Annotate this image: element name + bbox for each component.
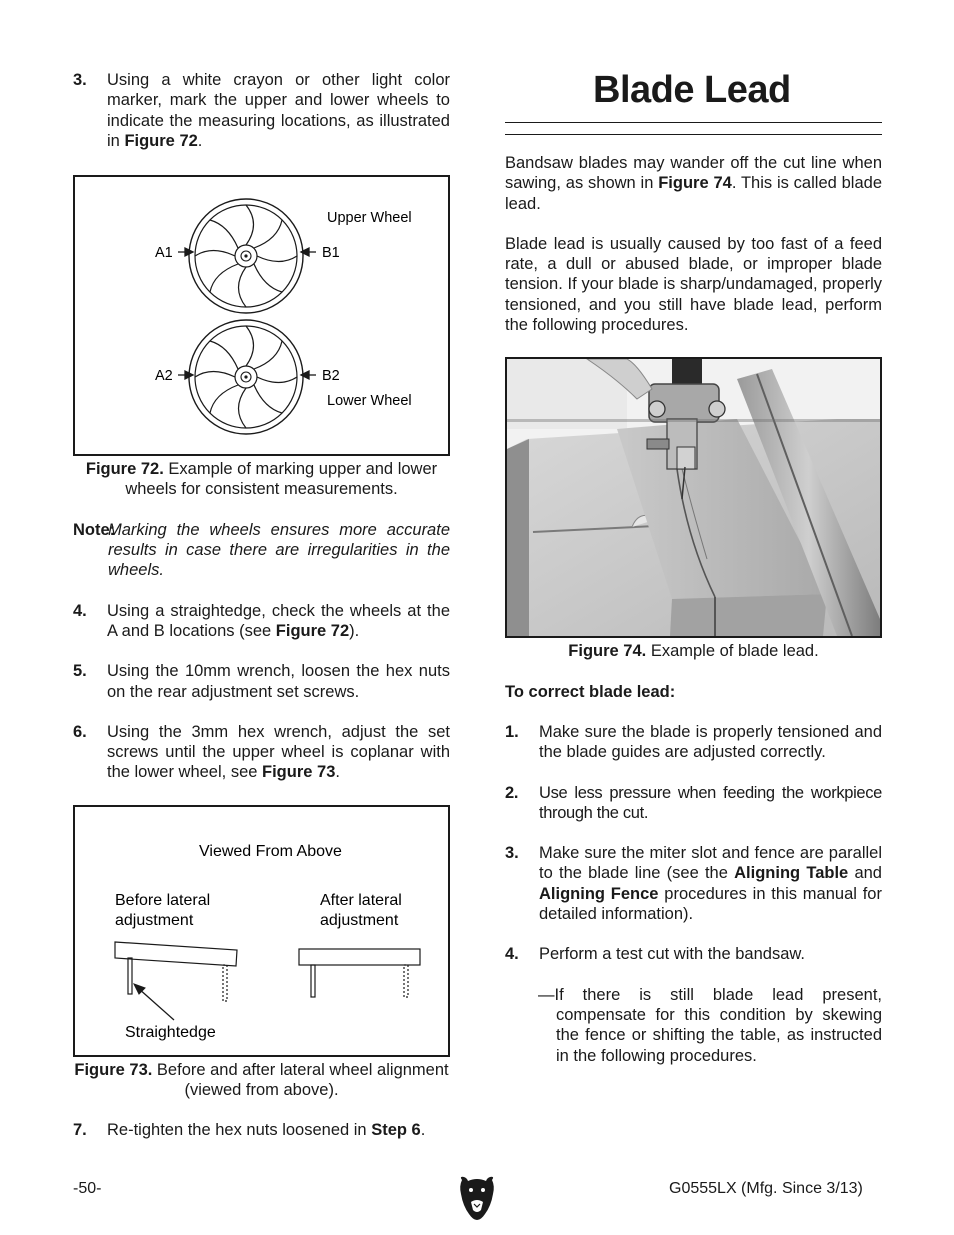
page-title: Blade Lead <box>593 69 791 111</box>
page-number: -50- <box>73 1180 102 1197</box>
label-b2: B2 <box>322 368 340 385</box>
model-number: G0555LX (Mfg. Since 3/13) <box>669 1180 863 1197</box>
correction-step-4 <box>505 944 882 964</box>
step-3 <box>73 70 450 151</box>
label-a2: A2 <box>155 368 173 385</box>
step-end: . <box>420 1121 426 1140</box>
step-text-end: procedures in this manual for detailed information). <box>539 884 882 924</box>
upper-wheel-label: Upper Wheel <box>327 210 412 227</box>
left-column <box>73 70 450 1141</box>
note <box>73 520 450 581</box>
aligning-table-ref: Aligning Table <box>734 864 849 883</box>
step-6 <box>73 722 450 783</box>
step-text: Make sure the miter slot and fence are parallel to the blade line (see the <box>539 844 882 883</box>
figure-ref: Figure 73 <box>262 763 336 782</box>
figure-ref: Figure 74 <box>658 174 732 193</box>
step-end: . <box>197 131 203 150</box>
after-wheels-icon <box>299 949 420 997</box>
viewed-from-above-label: Viewed From Above <box>199 842 342 860</box>
step-end: ). <box>349 621 360 640</box>
step-number: 4. <box>505 945 519 964</box>
figure-ref: Figure 72 <box>275 621 350 640</box>
note-text: Marking the wheels ensures more accurate results in case there are irregularities in the wheels. <box>108 520 450 580</box>
step-text: Perform a test cut with the bandsaw. <box>539 945 805 964</box>
caption-text: Before and after lateral wheel alignment (viewed from above). <box>152 1060 449 1100</box>
step-text: Using the 10mm wrench, loosen the hex nuts on the rear adjustment set screws. <box>107 662 450 701</box>
note-label: Note: <box>73 520 116 539</box>
para-text: Bandsaw blades may wander off the cut line when sawing, as shown in <box>505 154 882 193</box>
step-ref: Step 6 <box>371 1121 421 1140</box>
intro-paragraph <box>505 153 882 214</box>
step-text-mid: and <box>848 864 882 883</box>
step-number: 3. <box>73 71 87 89</box>
step-number: 3. <box>505 844 519 863</box>
after-label-line1: After lateral <box>320 891 402 909</box>
caption-text: Example of marking upper and lower wheels for consistent measurements. <box>125 460 438 499</box>
step-number: 5. <box>73 662 87 681</box>
figure-72-box <box>73 175 450 456</box>
step-4 <box>73 601 450 642</box>
step-5 <box>73 661 450 702</box>
caption-text: Example of blade lead. <box>646 642 819 661</box>
step-number: 2. <box>505 783 519 802</box>
lower-wheel-icon <box>189 320 303 434</box>
step-number: 4. <box>73 601 87 620</box>
caption-label: Figure 74. <box>568 642 647 661</box>
after-label-line2: adjustment <box>320 911 399 929</box>
before-label-line1: Before lateral <box>115 891 211 909</box>
step-text: Using a white crayon or other light color marker, mark the upper and lower wheels to indicate the measuring locations, as illustrated in <box>107 71 450 150</box>
step-text: Using a straightedge, check the wheels at the A and B locations (see <box>107 601 450 640</box>
figure-72-caption <box>73 459 450 500</box>
para-end: . This is called blade lead. <box>505 174 882 213</box>
before-wheels-icon <box>115 942 237 1001</box>
step-number: 1. <box>505 722 519 741</box>
upper-wheel-icon <box>189 199 303 313</box>
correction-step-1 <box>505 722 882 763</box>
step-text: Use less pressure when feeding the workpiece through the cut. <box>539 783 882 822</box>
step-text: Make sure the blade is properly tensioned and the blade guides are adjusted correctly. <box>539 722 882 762</box>
figure-73-box <box>73 805 450 1057</box>
wheel-diagram <box>75 177 448 454</box>
right-column <box>505 70 882 1066</box>
correction-step-3 <box>505 843 882 924</box>
cause-paragraph: Blade lead is usually caused by too fast of a feed rate, a dull or abused blade, or improper blade tension. If your blade is sharp/undamaged, properly tensioned, and you still have blade lead, perform the following procedures. <box>505 234 882 335</box>
step-7 <box>73 1120 450 1140</box>
step-number: 6. <box>73 722 87 741</box>
figure-73-caption <box>73 1060 450 1101</box>
step-text: Using the 3mm hex wrench, adjust the set screws until the upper wheel is coplanar with the lower wheel, see <box>107 722 450 782</box>
label-b1: B1 <box>322 245 340 262</box>
procedure-heading <box>505 682 882 702</box>
straightedge-label: Straightedge <box>125 1023 216 1041</box>
step-text: Re-tighten the hex nuts loosened in <box>107 1121 372 1140</box>
step-number: 7. <box>73 1121 87 1140</box>
step-end: . <box>335 763 340 782</box>
figure-ref: Figure 72 <box>124 131 198 150</box>
figure-74-photo <box>505 357 882 638</box>
blade-lead-photo-icon <box>507 359 880 636</box>
before-label-line2: adjustment <box>115 911 194 929</box>
alignment-diagram <box>75 807 448 1055</box>
figure-74-caption <box>505 641 882 661</box>
aligning-fence-ref: Aligning Fence <box>539 884 659 903</box>
caption-label: Figure 72. <box>85 460 164 479</box>
correction-step-2 <box>505 783 882 824</box>
bear-head-logo-icon <box>457 1174 497 1222</box>
procedure-heading-text: To correct blade lead: <box>505 682 676 701</box>
lower-wheel-label: Lower Wheel <box>327 393 412 410</box>
straightedge-arrow-icon <box>134 984 174 1020</box>
caption-label: Figure 73. <box>74 1060 153 1079</box>
label-a1: A1 <box>155 245 173 262</box>
blade-lead-followup: —If there is still blade lead present, compensate for this condition by skewing the fence or shifting the table, as instructed in the following procedures. <box>538 985 882 1065</box>
